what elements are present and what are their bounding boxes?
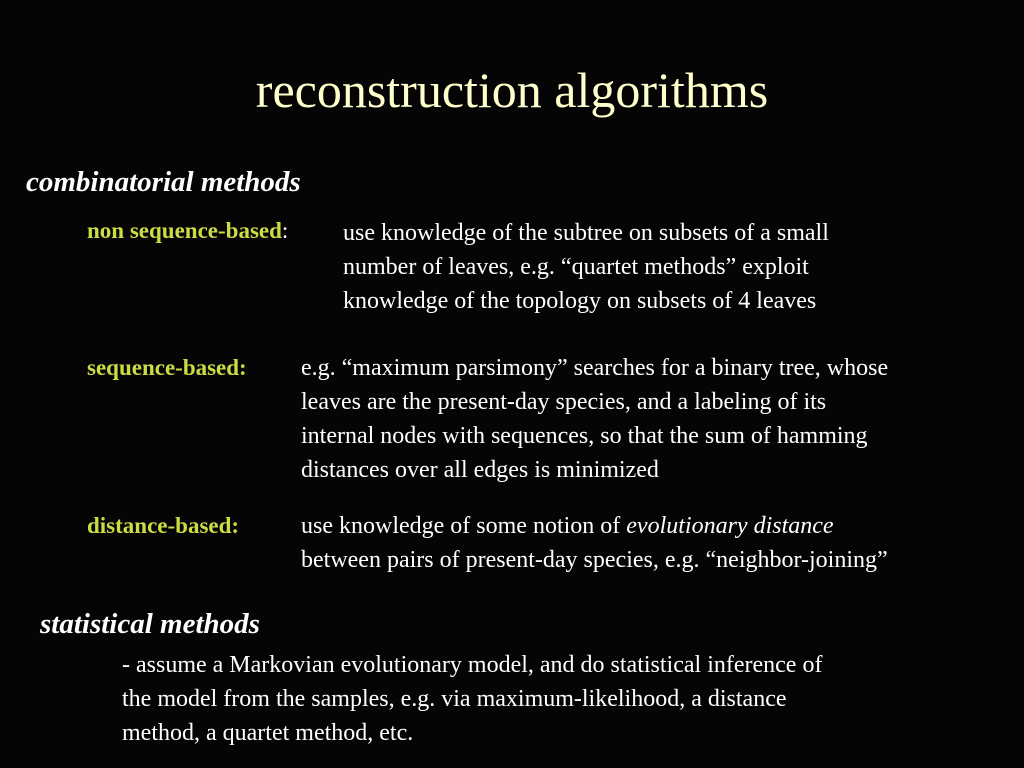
description-statistical-methods	[122, 648, 822, 750]
label-non-sequence-based	[87, 216, 288, 246]
text-line: use knowledge of the subtree on subsets of a small	[343, 220, 829, 246]
text-line: the model from the samples, e.g. via maximum-likelihood, a distance	[122, 686, 787, 712]
description-distance-based	[301, 509, 888, 577]
section-heading-statistical: statistical methods	[40, 608, 260, 640]
text-line	[301, 509, 888, 543]
slide-title: reconstruction algorithms	[255, 62, 769, 118]
text-line: - assume a Markovian evolutionary model, and do statistical inference of	[122, 652, 823, 678]
description-sequence-based	[301, 351, 888, 487]
text-line: knowledge of the topology on subsets of 4 leaves	[343, 288, 817, 314]
description-non-sequence-based	[343, 216, 829, 318]
text-line: leaves are the present-day species, and a labeling of its	[301, 389, 827, 415]
section-heading-combinatorial: combinatorial methods	[26, 166, 301, 198]
label-text: non sequence-based	[87, 218, 282, 243]
label-sequence-based: sequence-based:	[87, 355, 247, 380]
text-line: method, a quartet method, etc.	[122, 720, 414, 746]
text-line: e.g. “maximum parsimony” searches for a binary tree, whose	[301, 355, 889, 381]
text-line: number of leaves, e.g. “quartet methods” exploit	[343, 254, 809, 280]
text-line: internal nodes with sequences, so that the sum of hamming	[301, 423, 868, 449]
emphasis-evolutionary-distance: evolutionary distance	[626, 513, 834, 539]
text-line: between pairs of present-day species, e.g. “neighbor-joining”	[301, 547, 888, 573]
text-prefix: use knowledge of some notion of	[301, 513, 627, 539]
label-colon: :	[281, 218, 289, 243]
label-distance-based: distance-based:	[87, 513, 240, 538]
text-line: distances over all edges is minimized	[301, 457, 659, 483]
